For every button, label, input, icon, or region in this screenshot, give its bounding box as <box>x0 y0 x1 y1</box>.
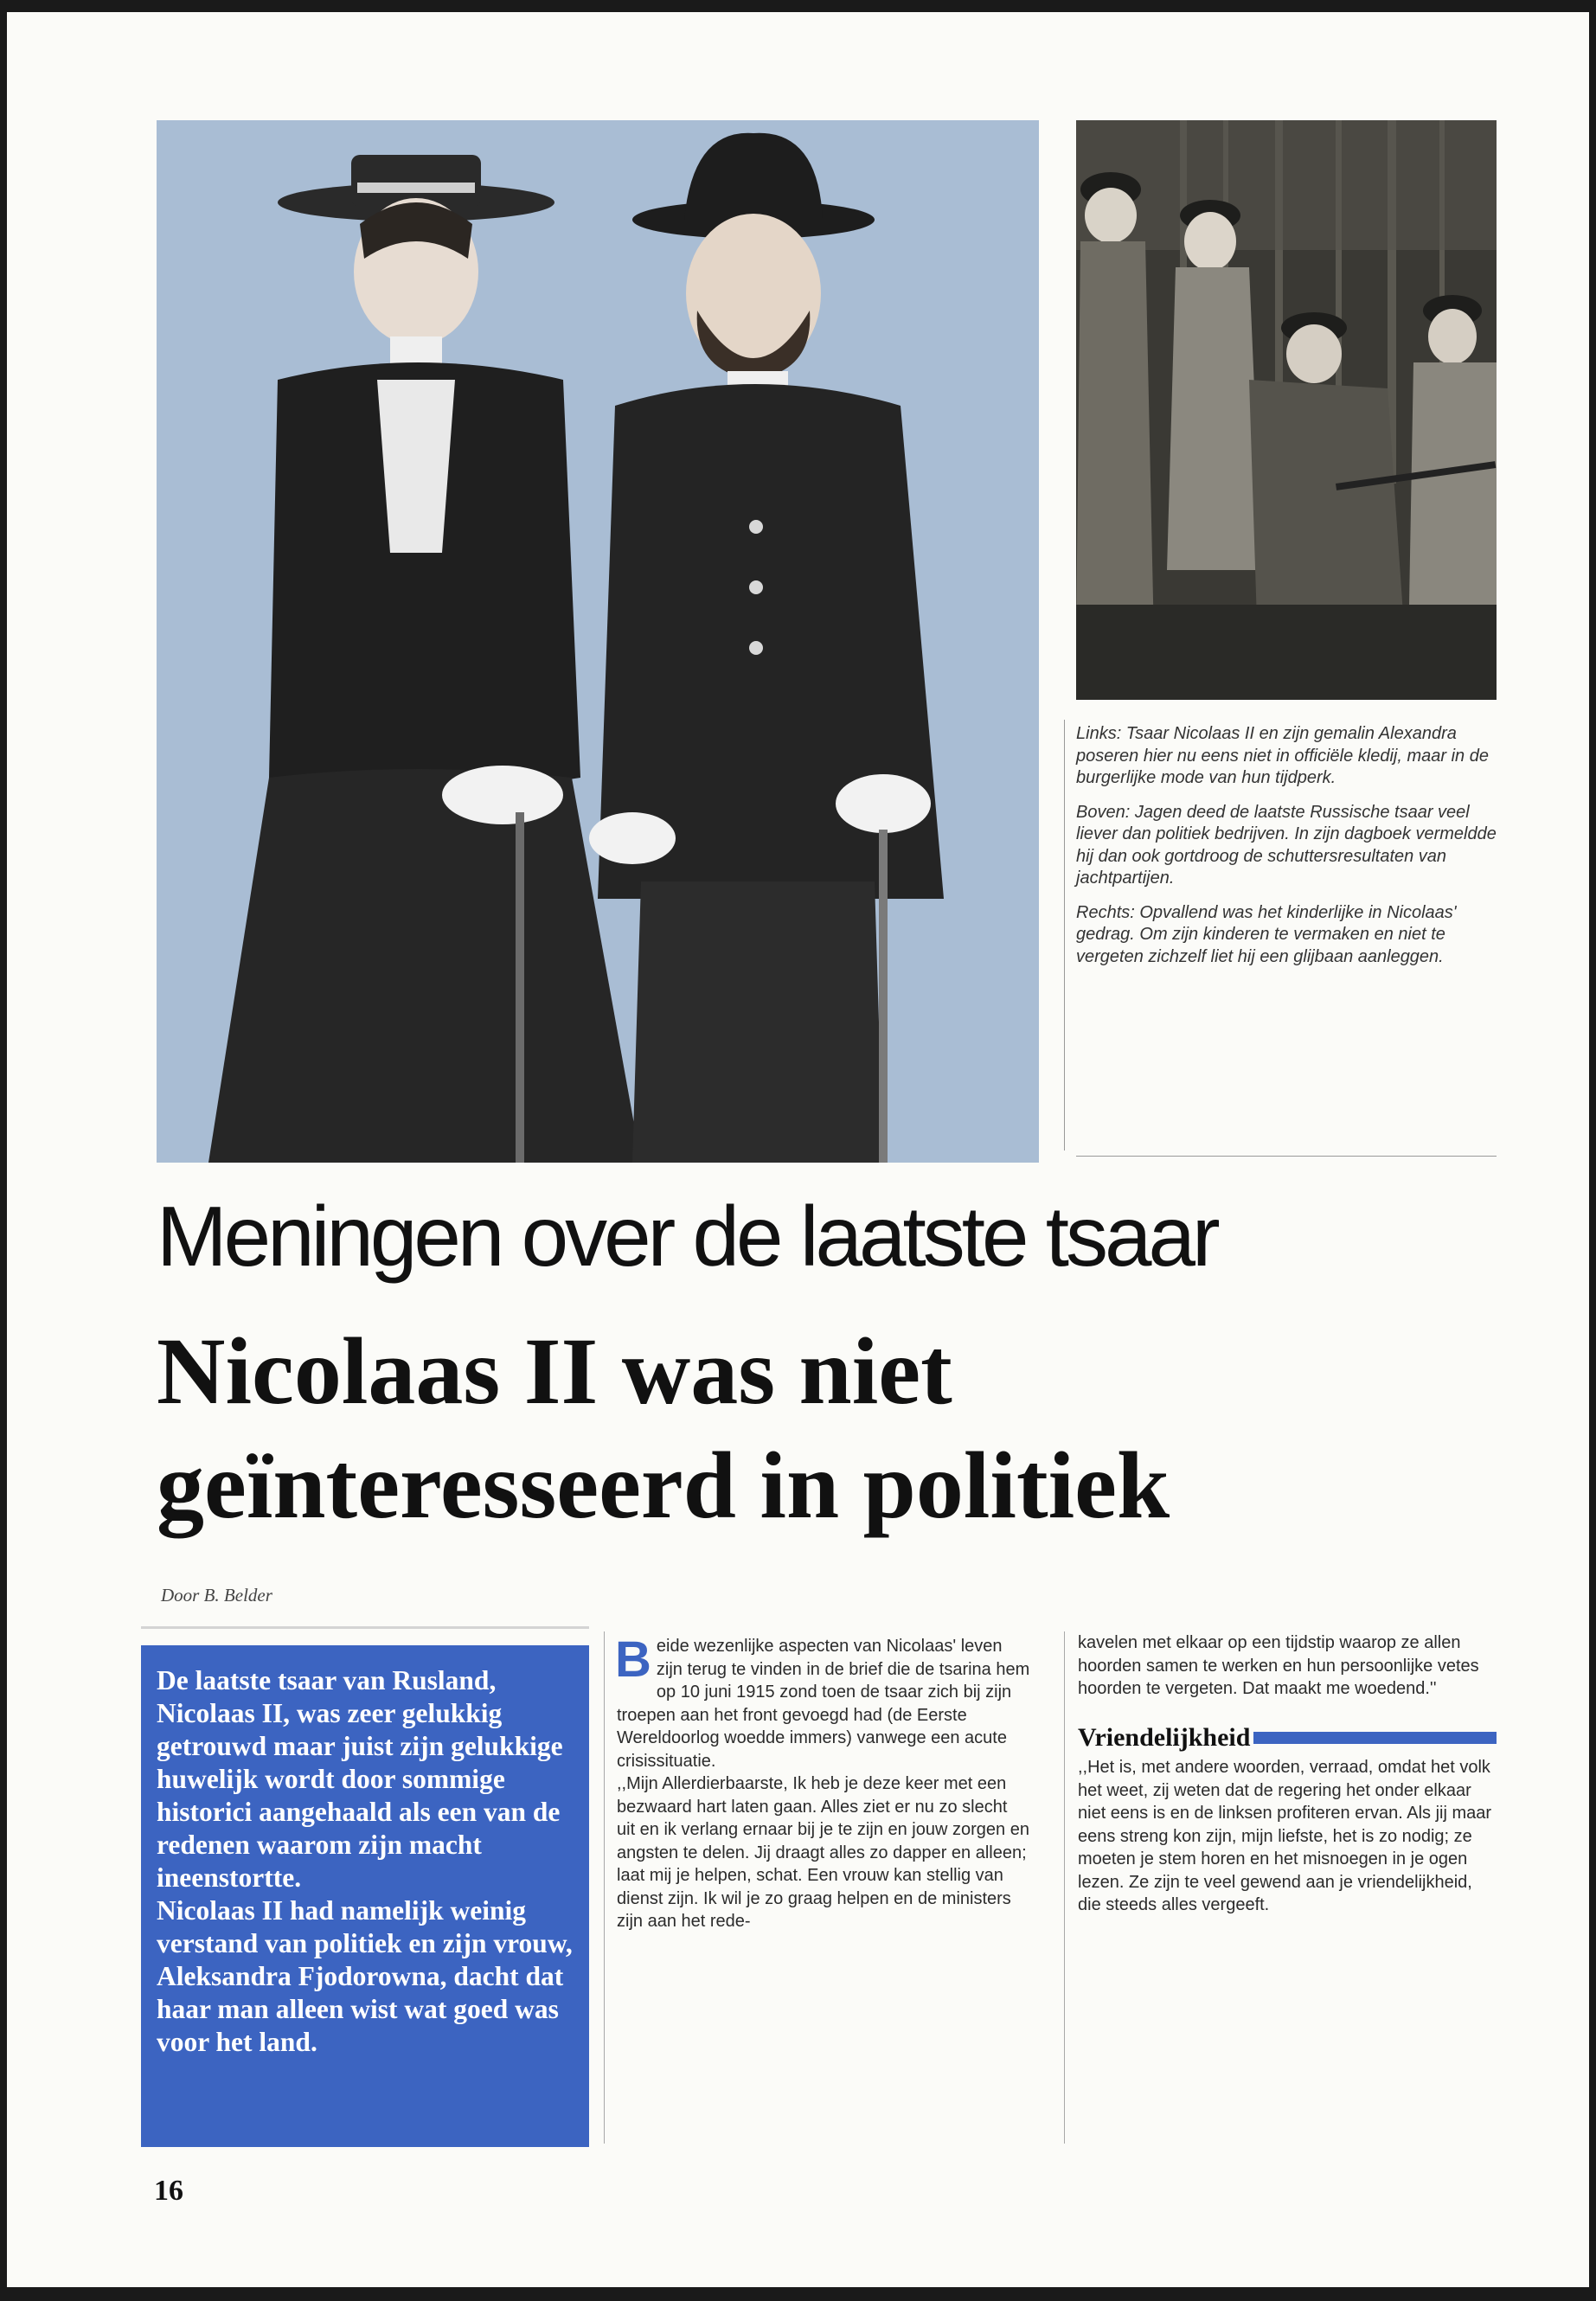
body-column-1 <box>615 1631 1030 1933</box>
caption-top: Boven: Jagen deed de laatste Russische tsaar veel liever dan politiek bedrijven. In zijn dagboek vermeldde hij dan ook gortdroog de schuttersresultaten van jachtpartijen. <box>1076 802 1497 888</box>
headline-line-1: Nicolaas II was niet <box>157 1318 952 1424</box>
photo-hunting-party <box>1076 120 1497 700</box>
photo-hunting-party-illustration <box>1076 120 1497 700</box>
intro-rule <box>141 1626 589 1629</box>
headline-line-2: geïnteresseerd in politiek <box>157 1433 1170 1538</box>
photo-captions <box>1076 723 1497 980</box>
subheading <box>1078 1722 1497 1752</box>
photo-tsar-and-tsarina <box>157 120 1039 1163</box>
article-kicker: Meningen over de laatste tsaar <box>157 1189 1217 1284</box>
body-paragraph-1: eide wezenlijke aspecten van Nicolaas' leven zijn terug te vinden in de brief die de tsarina hem op 10 juni 1915 zond toen de tsaar zich bij zijn troepen aan het front gevoegd had (de Eerste Wereldoorlog woedde immers) vanwege een acute crisissituatie. <box>617 1637 1030 1771</box>
magazine-page <box>7 12 1589 2287</box>
subheading-text: Vriendelijkheid <box>1078 1722 1251 1752</box>
intro-paragraph-1: De laatste tsaar van Rusland, Nicolaas II, was zeer gelukkig getrouwd maar juist zijn gelukkige huwelijk wordt door sommige historici aangehaald als een van de redenen waarom zijn macht ineenstortte. <box>157 1665 563 1893</box>
intro-box <box>141 1645 589 2147</box>
caption-right: Rechts: Opvallend was het kinderlijke in Nicolaas' gedrag. Om zijn kinderen te vermaken en niet te vergeten zichzelf liet hij een glijbaan aanleggen. <box>1076 902 1457 966</box>
byline: Door B. Belder <box>161 1585 272 1606</box>
body-column-2 <box>1078 1631 1497 1917</box>
body-paragraph-3: kavelen met elkaar op een tijdstip waarop ze allen hoorden samen te werken en hun persoonlijke vetes hoorden te vergeten. Dat maakt me woedend.'' <box>1078 1633 1479 1698</box>
caption-left: Links: Tsaar Nicolaas II en zijn gemalin Alexandra poseren hier nu eens niet in officiële kledij, maar in de burgerlijke mode van hun tijdperk. <box>1076 724 1489 787</box>
caption-divider-horizontal <box>1076 1156 1497 1157</box>
article-headline <box>157 1314 1506 1542</box>
column-divider-1 <box>604 1631 605 2144</box>
page-number: 16 <box>154 2175 183 2207</box>
drop-cap: B <box>615 1631 651 1688</box>
column-divider-2 <box>1064 1631 1065 2144</box>
intro-paragraph-2: Nicolaas II had namelijk weinig verstand van politiek en zijn vrouw, Aleksandra Fjodorowna, dacht dat haar man alleen wist wat goed was voor het land. <box>157 1895 573 2057</box>
subheading-bar <box>1253 1732 1497 1744</box>
photo-tsar-and-tsarina-illustration <box>157 120 1039 1163</box>
body-paragraph-2: ,,Mijn Allerdierbaarste, Ik heb je deze keer met een bezwaard hart laten gaan. Alles ziet er nu zo slecht uit en ik verlang ernaar bij je te zijn en jouw zorgen en angsten te delen. Jij draagt alles zo dapper en alleen; laat mij je helpen, schat. Een vrouw kan stellig van dienst zijn. Ik wil je zo graag helpen en de ministers zijn aan het rede- <box>617 1774 1029 1931</box>
caption-divider-vertical <box>1064 720 1065 1150</box>
body-paragraph-4: ,,Het is, met andere woorden, verraad, omdat het volk het weet, zij weten dat de regering het onder elkaar niet eens is en de linksen profiteren ervan. Als jij maar eens streng kon zijn, mijn liefste, het is zo nodig; ze moeten je stem horen en het misnoegen in je ogen lezen. Ze zijn te veel gewend aan je vriendelijkheid, die steeds alles vergeeft. <box>1078 1758 1492 1914</box>
